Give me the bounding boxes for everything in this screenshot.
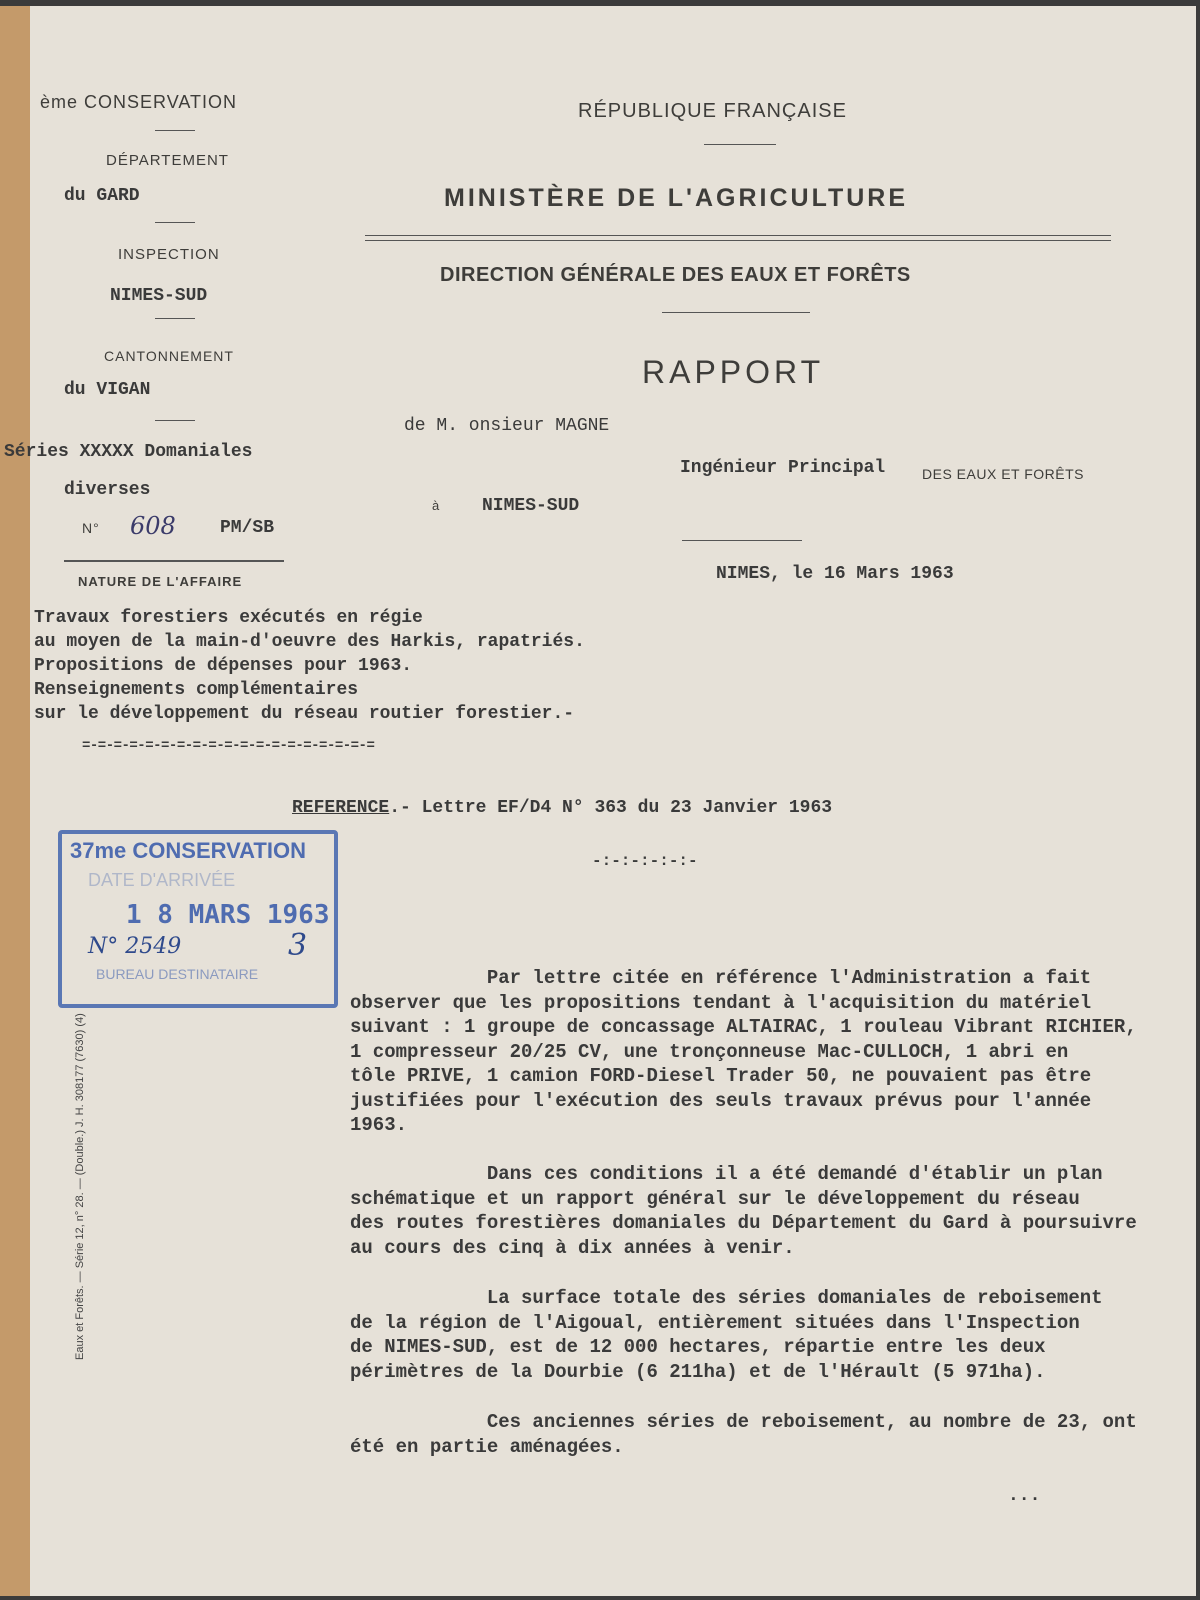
author-title: Ingénieur Principal — [680, 458, 886, 478]
arrival-stamp — [58, 830, 338, 1008]
body-line: Dans ces conditions il a été demandé d'établir un plan — [350, 1163, 1103, 1185]
body-line: justifiées pour l'exécution des seuls travaux prévus pour l'année — [350, 1089, 1092, 1112]
cantonnement-value: du VIGAN — [64, 380, 151, 400]
body-line: au cours des cinq à dix années à venir. — [350, 1236, 795, 1259]
author-title-caps: DES EAUX ET FORÊTS — [922, 466, 1084, 482]
inspection-value: NIMES-SUD — [110, 286, 208, 306]
divider — [662, 312, 810, 313]
cantonnement-label: CANTONNEMENT — [104, 348, 234, 364]
separator: -:-:-:-:-:- — [592, 852, 698, 870]
nature-label: NATURE DE L'AFFAIRE — [78, 574, 243, 589]
affaire-line: sur le développement du réseau routier forestier.- — [34, 704, 575, 724]
continuation-mark: ... — [1008, 1486, 1041, 1506]
body-line: observer que les propositions tendant à l'acquisition du matériel — [350, 991, 1092, 1014]
stamp-date: 1 8 MARS 1963 — [126, 900, 330, 930]
divider — [155, 222, 195, 223]
body-line: des routes forestières domaniales du Département du Gard à poursuivre — [350, 1212, 1137, 1234]
body-line: Par lettre citée en référence l'Administration a fait — [350, 967, 1092, 989]
departement-label: DÉPARTEMENT — [106, 152, 229, 169]
printer-note: Eaux et Forêts. — Série 12, n° 28. — (Double.) J. H. 308177 (7630) (4) — [74, 1013, 86, 1360]
body-line: La surface totale des séries domaniales de reboisement — [350, 1287, 1103, 1309]
affaire-line: Renseignements complémentaires — [34, 680, 359, 700]
divider — [682, 540, 802, 541]
direction-heading: DIRECTION GÉNÉRALE DES EAUX ET FORÊTS — [440, 264, 911, 286]
author-line: de M. onsieur MAGNE — [404, 416, 610, 436]
nature-rule — [64, 560, 284, 562]
series-line2: diverses — [64, 480, 151, 500]
body-paragraph-4 — [350, 1410, 1137, 1459]
affaire-line: Travaux forestiers exécutés en régie — [34, 608, 423, 628]
body-line: suivant : 1 groupe de concassage ALTAIRAC, 1 rouleau Vibrant RICHIER, — [350, 1016, 1137, 1038]
body-paragraph-1 — [350, 966, 1137, 1138]
body-line: schématique et un rapport général sur le développement du réseau — [350, 1187, 1080, 1210]
stamp-handwritten-mark: 3 — [288, 928, 308, 963]
body-line: été en partie aménagées. — [350, 1435, 624, 1458]
body-line: tôle PRIVE, 1 camion FORD-Diesel Trader 50, ne pouvaient pas être — [350, 1065, 1092, 1087]
page-edge — [0, 6, 30, 1596]
affaire-line: Propositions de dépenses pour 1963. — [34, 656, 413, 676]
divider — [155, 318, 195, 319]
date-line: NIMES, le 16 Mars 1963 — [716, 564, 954, 584]
stamp-conservation: 37me CONSERVATION — [70, 838, 306, 863]
reference-text: .- Lettre EF/D4 N° 363 du 23 Janvier 1963 — [389, 798, 833, 818]
inspection-label: INSPECTION — [118, 246, 220, 263]
numero-label: N° — [82, 520, 100, 536]
stamp-bureau: BUREAU DESTINATAIRE — [96, 966, 259, 982]
double-rule-top — [365, 235, 1111, 236]
reference-label: REFERENCE — [292, 798, 390, 818]
double-rule-bottom — [365, 240, 1111, 241]
body-line: Ces anciennes séries de reboisement, au nombre de 23, ont — [350, 1411, 1137, 1433]
affaire-text — [34, 606, 585, 726]
republique-heading: RÉPUBLIQUE FRANÇAISE — [578, 100, 847, 122]
a-value: NIMES-SUD — [482, 496, 580, 516]
departement-value: du GARD — [64, 186, 140, 206]
divider — [155, 420, 195, 421]
series-line1: Séries XXXXX Domaniales — [4, 442, 253, 462]
affaire-underline: =-=-=-=-=-=-=-=-=-=-=-=-=-=-=-=-=-=-= — [82, 738, 375, 754]
divider — [155, 130, 195, 131]
body-line: 1963. — [350, 1114, 408, 1136]
body-line: de la région de l'Aigoual, entièrement situées dans l'Inspection — [350, 1311, 1080, 1334]
body-line: de NIMES-SUD, est de 12 000 hectares, répartie entre les deux — [350, 1336, 1046, 1358]
body-line: 1 compresseur 20/25 CV, une tronçonneuse Mac-CULLOCH, 1 abri en — [350, 1040, 1069, 1063]
divider — [704, 144, 776, 145]
a-label: à — [432, 498, 441, 513]
reference-line — [292, 798, 832, 818]
body-paragraph-2 — [350, 1162, 1137, 1260]
body-paragraph-3 — [350, 1286, 1103, 1384]
rapport-heading: RAPPORT — [642, 354, 825, 390]
stamp-number: N° 2549 — [88, 934, 182, 959]
body-line: périmètres de la Dourbie (6 211ha) et de l'Hérault (5 971ha). — [350, 1360, 1046, 1383]
affaire-line: au moyen de la main-d'oeuvre des Harkis, rapatriés. — [34, 632, 585, 652]
conservation-label: ème CONSERVATION — [40, 92, 238, 112]
initials: PM/SB — [220, 518, 275, 538]
ministere-heading: MINISTÈRE DE L'AGRICULTURE — [444, 184, 909, 212]
numero-value: 608 — [130, 512, 176, 540]
stamp-date-label: DATE D'ARRIVÉE — [88, 870, 236, 890]
